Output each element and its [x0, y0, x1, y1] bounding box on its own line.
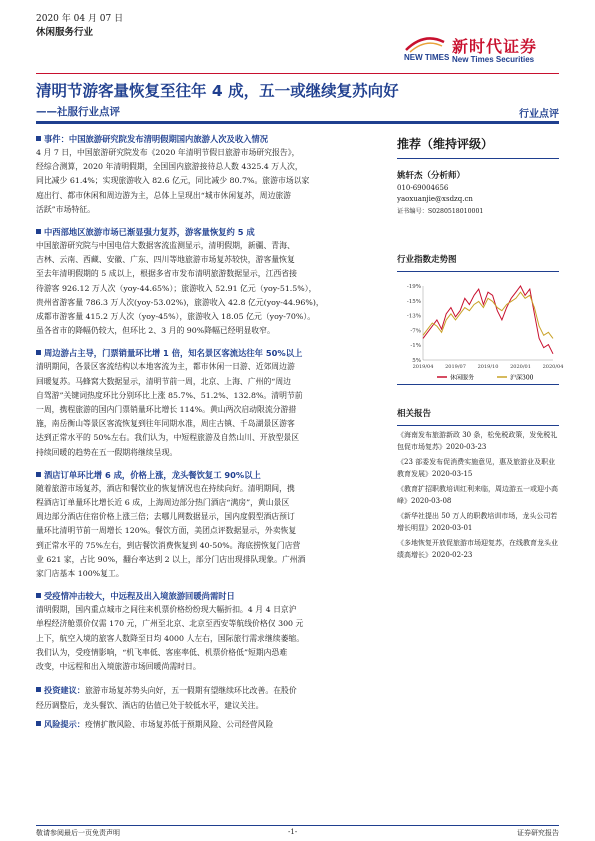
- section-heading: 周边游占主导，门票销量环比增 1 倍，知名景区客流达往年 50%以上: [36, 347, 380, 360]
- section-body: 4 月 7 日，中国旅游研究院发布《2020 年清明节假日旅游市场研究报告》， 经综合测算，2020 年清明假期，全国国内旅游接待总人数 4325.4 万人次， 同比减少 61.4%；实现旅游收入 82.6 亿元，同比减少 80.7%。旅游市场以家 庭出行、都市休闲和周边游为主，总体上呈现出“城市休闲复苏，周边旅游 活跃”市场特征。: [36, 148, 310, 214]
- footer-divider: [36, 825, 559, 826]
- sidebar: [397, 127, 564, 561]
- brand-name-en: New Times Securities: [452, 55, 535, 64]
- rating: 推荐（维持评级）: [397, 137, 494, 151]
- industry-label: 休闲服务行业: [36, 27, 94, 38]
- related-report[interactable]: 《多地恢复开放促旅游市场迎复苏，在线教育龙头业绩高增长》2020-02-23: [397, 539, 558, 559]
- bullet-icon: [36, 229, 41, 234]
- bullet-icon: [36, 721, 41, 726]
- index-chart: [397, 282, 564, 372]
- related-report[interactable]: 《23 部委发布促消费实施意见，惠及旅游业及职业教育发展》2020-03-15: [397, 458, 556, 478]
- sidebar-divider: [397, 425, 559, 426]
- x-tick-label: 2020/01: [510, 364, 531, 370]
- y-tick-label: -19%: [406, 284, 421, 290]
- bullet-icon: [36, 472, 41, 477]
- header-divider: [36, 73, 559, 74]
- analyst-cert: 证书编号：S0280518010001: [397, 208, 484, 215]
- main-content: [36, 127, 380, 732]
- index-chart-svg: [397, 282, 564, 372]
- page-title: 清明节游客量恢复至往年 4 成，五一或继续复苏向好: [36, 82, 399, 100]
- bullet-icon: [36, 593, 41, 598]
- legend-label: 沪深300: [510, 374, 534, 382]
- sidebar-divider: [397, 271, 559, 272]
- section-heading: 事件：中国旅游研究院发布清明假期国内旅游人次及收入情况: [36, 133, 380, 146]
- bullet-icon: [36, 687, 41, 692]
- analyst-phone: 010-69004656: [397, 184, 449, 192]
- analyst-email[interactable]: yaoxuanjie@xsdzq.cn: [397, 195, 473, 203]
- section-body: 清明期间，各景区客流结构以本地客流为主，都市休闲一日游、近郊周边游 回暖复苏。马蜂窝大数据显示，清明节前一周，北京、上海、广州的“周边 自驾游”关键词热度环比分别环比上涨 85.7%、51.2%、132.8%。清明节前 一周，携程旅游的国内门票销量环比增长 114%。黄山两次启动限流分游措 施，南岳衡山等景区客流恢复到往年同期水准，周庄古镇、千岛湖景区游客 达到正常水平的 50%左右。我们认为，中短程旅游及自然山川、开放型景区 持续回暖的趋势在五一假期将继续呈现。: [36, 362, 303, 457]
- section-heading: 中西部地区旅游市场已渐显强力复苏，游客量恢复约 5 成: [36, 226, 380, 239]
- x-tick-label: 2019/04: [412, 364, 434, 370]
- analyst-name: 姚轩杰（分析师）: [397, 171, 466, 181]
- section-body: 中国旅游研究院与中国电信大数据客流监测显示，清明假期，新疆、青海、 吉林、云南、西藏、安徽、广东、四川等地旅游市场复苏较快，游客量恢复 至去年清明假期的 5 成以上，根据多省市发布清明旅游数据显示，江西省接 待游客 926.12 万人次（yoy-44.65%）；旅游收入 52.91 亿元（yoy-51.5%）， 贵州省游客量 786.3 万人次(yoy-53.02%)，旅游收入 42.8 亿元(yoy-44.96%)， 成都市游客量 415.2 万人次（yoy-45%），旅游收入 18.05 亿元（yoy-70%）。 虽各省市的降幅仍较大，但环比 2、3 月的 90%降幅已经明显收窄。: [36, 241, 324, 336]
- section-heading: 受疫情冲击较大，中远程及出入境旅游回暖尚需时日: [36, 590, 380, 603]
- y-tick-label: -15%: [406, 298, 421, 305]
- related-report[interactable]: 《新华社提出 50 万人的职教培训市场，龙头公司若增长明显》2020-03-01: [397, 512, 558, 532]
- legend-label: 休闲服务: [450, 374, 475, 382]
- section-body: 随着旅游市场复苏，酒店和餐饮业的恢复情况也在持续向好。清明期间，携 程酒店订单量环比增长近 6 成，上海周边部分热门酒店“满房”，黄山景区 周边部分酒店住宿价格上涨三倍；去哪儿网数据显示，国内度假型酒店预订 量环比清明节前一周增长 120%。餐饮方面，美团点评数据显示，外卖恢复 到正常水平的 75%左右，到店餐饮消费恢复到 40-50%。海底捞恢复门店营 业 621 家，占比 90%，翻台率达到 2 以上，部分门店出现排队现象。广州酒 家门店基本 100%复工。: [36, 483, 306, 579]
- sidebar-divider: [397, 158, 559, 159]
- chart-legend: [397, 372, 559, 382]
- series-line-0: [423, 286, 553, 354]
- section-body: 清明假期，国内重点城市之间往来机票价格纷纷现大幅折扣。4 月 4 日京沪 单程经济舱票价仅需 170 元，广州至北京、北京至西安等航线价格仅 300 元 上下，航空入境的旅客人数降至日均 4000 人左右，国际旅行需求继续萎缩。 我们认为，受疫情影响，“机飞率低、客座率低、机票价格低”短期内恐难 改变，中远程和出入境旅游市场回暖尚需时日。: [36, 605, 305, 672]
- brand-name: 新时代证券: [452, 37, 538, 56]
- chart-title: 行业指数走势图: [397, 255, 457, 265]
- report-type: 行业点评: [519, 109, 559, 120]
- series-line-1: [423, 292, 553, 338]
- x-tick-label: 2019/07: [445, 364, 466, 370]
- y-tick-label: 5%: [412, 358, 421, 364]
- report-date: 2020 年 04 月 07 日: [36, 14, 124, 24]
- title-divider: [36, 121, 559, 124]
- x-tick-label: 2020/04: [542, 364, 564, 370]
- x-tick-label: 2019/10: [477, 364, 499, 370]
- footer-disclaimer[interactable]: 敬请参阅最后一页免责声明: [36, 829, 120, 837]
- bullet-icon: [36, 350, 41, 355]
- related-title: 相关报告: [397, 409, 432, 419]
- investment-advice-cont: 经历调整后，龙头餐饮、酒店的估值已处于较低水平，建议关注。: [36, 700, 264, 710]
- section-heading: 酒店订单环比增 6 成，价格上涨，龙头餐饮复工 90%以上: [36, 469, 380, 482]
- page-subtitle: ——社服行业点评: [36, 106, 120, 118]
- risk-warning: 风险提示：疫情扩散风险、市场复苏低于预期风险、公司经营风险: [36, 717, 380, 732]
- bullet-icon: [36, 136, 41, 141]
- brand-logo-icon: [400, 30, 448, 64]
- related-report[interactable]: 《海南发布旅游新政 30 条，松免税政策，发免税礼包促市场复苏》2020-03-23: [397, 431, 558, 451]
- y-tick-label: -7%: [410, 328, 421, 335]
- sidebar-divider: [397, 384, 559, 385]
- related-report[interactable]: 《教育扩招职教培训红利来临，周边游五一或迎小高峰》2020-03-08: [397, 485, 558, 505]
- page-number: -1-: [288, 828, 298, 836]
- investment-advice: 投资建议：旅游市场复苏势头向好，五一假期有望继续环比改善。在股价: [36, 683, 380, 698]
- y-tick-label: -1%: [410, 343, 421, 350]
- y-tick-label: -13%: [406, 313, 421, 320]
- footer-label: 证券研究报告: [517, 829, 559, 837]
- logo-text: NEW TIMES: [404, 53, 450, 62]
